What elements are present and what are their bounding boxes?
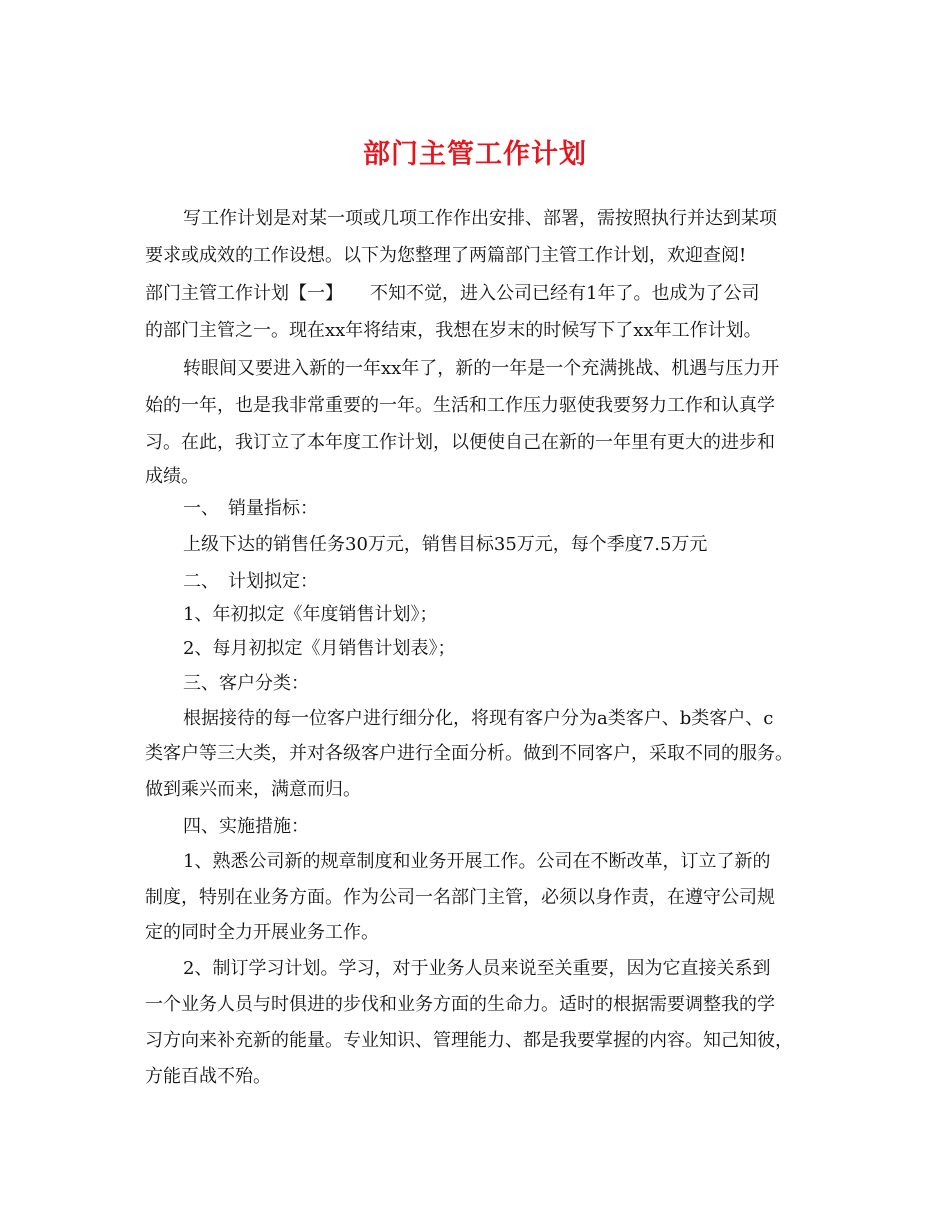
paragraph-line: 定的同时全力开展业务工作。 [145, 922, 379, 943]
paragraph-line: 部门主管工作计划【一】 不知不觉，进入公司已经有1年了。也成为了公司 [145, 283, 760, 304]
section-heading: 四、实施措施： [183, 816, 309, 837]
paragraph-line: 根据接待的每一位客户进行细分化，将现有客户分为a类客户、b类客户、c [183, 708, 774, 729]
paragraph-line: 2、制订学习计划。学习，对于业务人员来说至关重要，因为它直接关系到 [183, 958, 771, 979]
paragraph-line: 制度，特别在业务方面。作为公司一名部门主管，必须以身作责，在遵守公司规 [145, 887, 775, 908]
paragraph-line: 习方向来补充新的能量。专业知识、管理能力、都是我要掌握的内容。知己知彼， [145, 1030, 793, 1051]
paragraph-line: 一个业务人员与时俱进的步伐和业务方面的生命力。适时的根据需要调整我的学 [145, 994, 775, 1015]
paragraph-line: 始的一年，也是我非常重要的一年。生活和工作压力驱使我要努力工作和认真学 [145, 395, 775, 416]
paragraph-line: 做到乘兴而来，满意而归。 [145, 779, 361, 800]
paragraph-line: 转眼间又要进入新的一年xx年了，新的一年是一个充满挑战、机遇与压力开 [183, 358, 780, 379]
section-heading: 一、 销量指标： [183, 498, 318, 519]
section-heading: 三、客户分类： [183, 673, 309, 694]
paragraph-line: 类客户等三大类，并对各级客户进行全面分析。做到不同客户，采取不同的服务。 [145, 743, 793, 764]
list-item: 1、年初拟定《年度销售计划》； [183, 604, 438, 625]
section-heading: 二、 计划拟定： [183, 571, 318, 592]
paragraph-line: 1、熟悉公司新的规章制度和业务开展工作。公司在不断改革，订立了新的 [183, 851, 771, 872]
document-title: 部门主管工作计划 [363, 139, 587, 170]
paragraph-line: 成绩。 [145, 466, 199, 487]
paragraph-line: 习。在此，我订立了本年度工作计划，以便使自己在新的一年里有更大的进步和 [145, 432, 775, 453]
list-item: 2、每月初拟定《月销售计划表》； [183, 638, 456, 659]
paragraph-line: 上级下达的销售任务30万元，销售目标35万元，每个季度7.5万元 [183, 534, 708, 555]
paragraph-line: 要求或成效的工作设想。以下为您整理了两篇部门主管工作计划，欢迎查阅! [145, 245, 747, 266]
paragraph-line: 的部门主管之一。现在xx年将结束，我想在岁末的时候写下了xx年工作计划。 [145, 320, 762, 341]
paragraph-line: 方能百战不殆。 [145, 1066, 271, 1087]
paragraph-line: 写工作计划是对某一项或几项工作作出安排、部署，需按照执行并达到某项 [183, 208, 777, 229]
